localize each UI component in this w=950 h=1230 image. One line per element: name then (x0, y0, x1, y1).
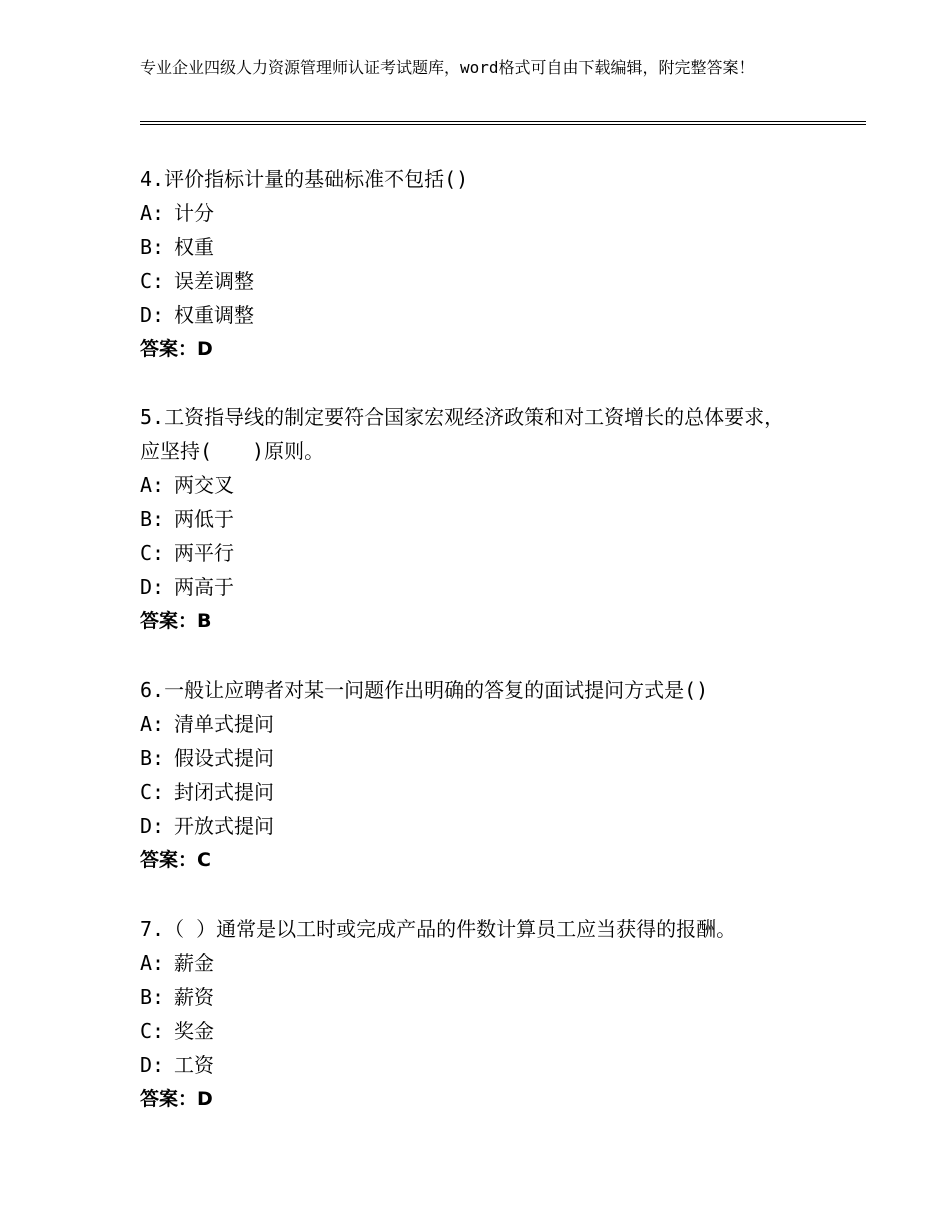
option-letter: D: (140, 303, 165, 327)
option-letter: D: (140, 1053, 165, 1077)
option-text: 开放式提问 (174, 814, 274, 838)
option-text: 工资 (174, 1053, 214, 1077)
option-letter: B: (140, 507, 165, 531)
question-stem: 5.工资指导线的制定要符合国家宏观经济政策和对工资增长的总体要求，应坚持( )原则。 (140, 405, 785, 463)
option-d (140, 809, 820, 843)
option-c (140, 536, 820, 570)
option-b (140, 230, 820, 264)
option-a (140, 468, 820, 502)
answer-label: 答案：D (140, 338, 213, 360)
option-letter: A: (140, 712, 165, 736)
answer-label: 答案：B (140, 610, 212, 632)
option-letter: B: (140, 985, 165, 1009)
option-text: 封闭式提问 (174, 780, 274, 804)
question-stem: 7.（ ）通常是以工时或完成产品的件数计算员工应当获得的报酬。 (140, 917, 737, 941)
question-4 (140, 162, 820, 366)
option-text: 奖金 (174, 1019, 214, 1043)
option-b (140, 980, 820, 1014)
question-5 (140, 400, 820, 638)
question-stem: 6.一般让应聘者对某一问题作出明确的答复的面试提问方式是() (140, 678, 709, 702)
option-letter: C: (140, 1019, 165, 1043)
option-c (140, 775, 820, 809)
option-text: 两低于 (174, 507, 234, 531)
option-c (140, 1014, 820, 1048)
option-letter: D: (140, 575, 165, 599)
option-text: 误差调整 (174, 269, 254, 293)
option-text: 两交叉 (174, 473, 234, 497)
option-text: 薪资 (174, 985, 214, 1009)
option-letter: A: (140, 201, 165, 225)
question-stem: 4.评价指标计量的基础标准不包括() (140, 167, 469, 191)
header-divider-top (140, 121, 866, 122)
option-d (140, 298, 820, 332)
option-letter: B: (140, 235, 165, 259)
answer-label: 答案：C (140, 849, 211, 871)
option-d (140, 570, 820, 604)
document-header: 专业企业四级人力资源管理师认证考试题库，word格式可自由下载编辑，附完整答案！ (140, 58, 755, 77)
question-7 (140, 912, 820, 1116)
option-b (140, 502, 820, 536)
option-letter: A: (140, 951, 165, 975)
option-letter: C: (140, 541, 165, 565)
option-d (140, 1048, 820, 1082)
option-text: 两平行 (174, 541, 234, 565)
option-b (140, 741, 820, 775)
option-a (140, 707, 820, 741)
option-text: 计分 (174, 201, 214, 225)
option-text: 权重 (174, 235, 214, 259)
option-a (140, 196, 820, 230)
header-divider-bottom (140, 124, 866, 125)
option-text: 两高于 (174, 575, 234, 599)
question-6 (140, 673, 820, 877)
answer-label: 答案：D (140, 1088, 213, 1110)
option-text: 清单式提问 (174, 712, 274, 736)
option-text: 假设式提问 (174, 746, 274, 770)
option-c (140, 264, 820, 298)
option-text: 权重调整 (174, 303, 254, 327)
option-a (140, 946, 820, 980)
option-letter: C: (140, 780, 165, 804)
option-letter: B: (140, 746, 165, 770)
option-letter: C: (140, 269, 165, 293)
option-letter: A: (140, 473, 165, 497)
option-text: 薪金 (174, 951, 214, 975)
option-letter: D: (140, 814, 165, 838)
